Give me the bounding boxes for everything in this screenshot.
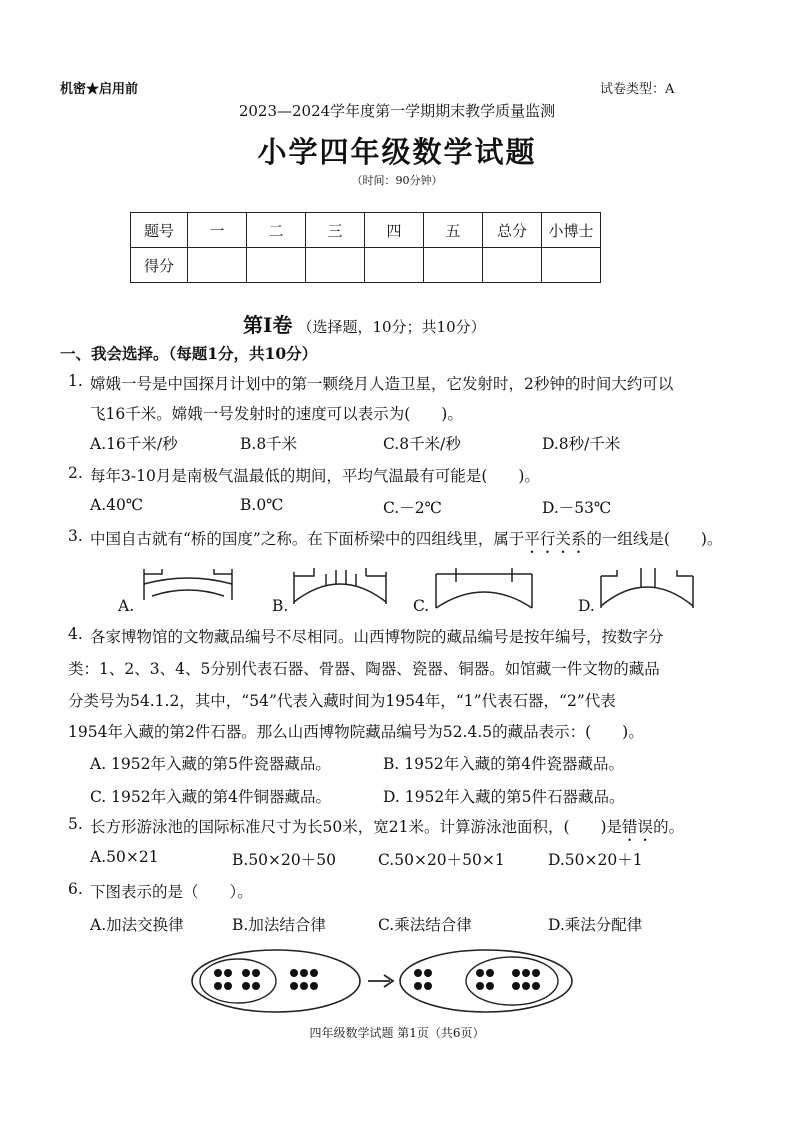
score-table-header-row — [131, 213, 601, 248]
option-b[interactable]: B.加法结合律 — [232, 916, 326, 934]
exam-time: （时间：90分钟） — [351, 174, 443, 187]
exam-series: 2023—2024学年度第一学期期末教学质量监测 — [238, 102, 556, 120]
page-footer: 四年级数学试题 第1页（共6页） — [309, 1026, 485, 1040]
question-text-part: 的。 — [653, 818, 685, 836]
question-text — [90, 815, 684, 845]
score-input-cell[interactable] — [424, 248, 483, 283]
question-text: 飞16千米。嫦娥一号发射时的速度可以表示为( )。 — [90, 405, 463, 423]
bridge-c-figure — [432, 562, 536, 614]
part-heading: 一、我会选择。（每题1分，共10分） — [60, 344, 318, 363]
question-number: 2. — [68, 464, 83, 482]
question-number: 6. — [68, 880, 83, 898]
question-text-part: 中国自古就有“桥的国度”之称。在下面桥梁中的四组线里，属于 — [90, 530, 525, 548]
option-c[interactable]: C.乘法结合律 — [378, 916, 472, 934]
option-b[interactable]: B.8千米 — [240, 435, 298, 453]
option-d[interactable]: D.乘法分配律 — [548, 916, 643, 934]
question-text-part: 长方形游泳池的国际标准尺寸为长50米，宽21米。计算游泳池面积，( )是 — [90, 818, 623, 836]
score-header-cell: 一 — [188, 213, 247, 248]
right-grouping — [400, 950, 572, 1012]
option-b[interactable]: B. 1952年入藏的第4件瓷器藏品。 — [383, 755, 625, 773]
question-text-part: 的一组线是( )。 — [586, 530, 723, 548]
option-a[interactable]: A.加法交换律 — [90, 916, 184, 934]
option-c[interactable]: C. 1952年入藏的第4件铜器藏品。 — [90, 788, 331, 806]
arrow-icon — [368, 975, 393, 987]
score-row-label: 得分 — [131, 248, 188, 283]
option-b[interactable]: B.50×20＋50 — [232, 851, 336, 869]
option-a[interactable]: A.40℃ — [90, 496, 144, 514]
score-input-cell[interactable] — [365, 248, 424, 283]
question-number: 4. — [68, 625, 83, 643]
question-text: 类：1、2、3、4、5分别代表石器、骨器、陶器、瓷器、铜器。如馆藏一件文物的藏品 — [68, 660, 660, 678]
option-a[interactable]: A.16千米/秒 — [90, 435, 178, 453]
question-text: 各家博物馆的文物藏品编号不尽相同。山西博物院的藏品编号是按年编号，按数字分 — [90, 628, 664, 646]
score-header-cell: 二 — [247, 213, 306, 248]
option-b[interactable]: B.0℃ — [240, 496, 284, 514]
score-input-cell[interactable] — [247, 248, 306, 283]
score-header-cell: 三 — [306, 213, 365, 248]
score-header-cell: 题号 — [131, 213, 188, 248]
option-d[interactable]: D.－53℃ — [542, 499, 612, 517]
left-grouping — [192, 950, 360, 1012]
option-c[interactable]: C.50×20＋50×1 — [378, 851, 505, 869]
emphasized-text: 错误 — [622, 818, 654, 836]
bridge-d-figure — [597, 562, 697, 614]
confidential-label: 机密★启用前 — [60, 82, 139, 97]
option-d[interactable]: D. 1952年入藏的第5件石器藏品。 — [383, 788, 625, 806]
emphasized-text: 平行关系 — [524, 530, 587, 548]
paper-type-label: 试卷类型：A — [600, 82, 675, 97]
bridge-b-figure — [290, 560, 390, 614]
question-text: 下图表示的是（ ）。 — [90, 883, 253, 901]
option-c[interactable]: C. — [413, 597, 430, 615]
option-d[interactable]: D.50×20＋1 — [548, 851, 643, 869]
bridge-a-figure — [140, 560, 240, 614]
option-b[interactable]: B. — [272, 597, 289, 615]
score-header-cell: 小博士 — [542, 213, 601, 248]
question-number: 3. — [68, 527, 83, 545]
section-title: 第Ⅰ卷 — [243, 313, 293, 337]
option-d[interactable]: D.8秒/千米 — [542, 435, 621, 453]
section-note: （选择题，10分；共10分） — [297, 318, 486, 336]
question-number: 1. — [68, 372, 83, 390]
section-heading — [243, 309, 486, 338]
question-text — [90, 527, 722, 557]
score-input-cell[interactable] — [483, 248, 542, 283]
option-d[interactable]: D. — [578, 597, 595, 615]
option-a[interactable]: A. 1952年入藏的第5件瓷器藏品。 — [90, 755, 331, 773]
question-number: 5. — [68, 815, 83, 833]
score-table-score-row — [131, 248, 601, 283]
score-header-cell: 总分 — [483, 213, 542, 248]
score-input-cell[interactable] — [188, 248, 247, 283]
score-table — [130, 212, 601, 283]
page-title: 小学四年级数学试题 — [257, 135, 537, 169]
grouping-diagram — [186, 946, 606, 1016]
question-text: 分类号为54.1.2，其中，“54”代表入藏时间为1954年，“1”代表石器，“2”代表 — [68, 692, 616, 710]
question-text: 1954年入藏的第2件石器。那么山西博物院藏品编号为52.4.5的藏品表示：( )。 — [68, 723, 644, 741]
score-header-cell: 四 — [365, 213, 424, 248]
option-c[interactable]: C.－2℃ — [383, 499, 442, 517]
question-text: 嫦娥一号是中国探月计划中的第一颗绕月人造卫星，它发射时，2秒钟的时间大约可以 — [90, 375, 674, 393]
score-header-cell: 五 — [424, 213, 483, 248]
score-input-cell[interactable] — [306, 248, 365, 283]
option-a[interactable]: A.50×21 — [90, 848, 159, 866]
option-c[interactable]: C.8千米/秒 — [383, 435, 461, 453]
question-text: 每年3-10月是南极气温最低的期间，平均气温最有可能是( )。 — [90, 467, 540, 485]
option-a[interactable]: A. — [118, 597, 135, 615]
score-input-cell[interactable] — [542, 248, 601, 283]
